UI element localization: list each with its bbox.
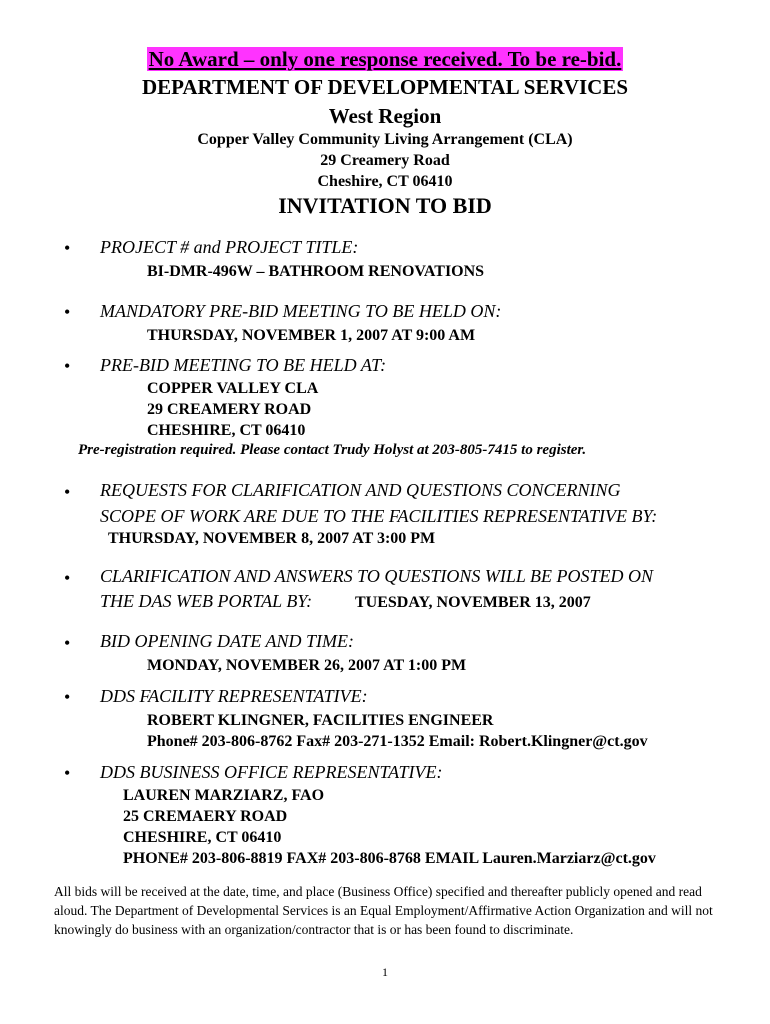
footer-paragraph: All bids will be received at the date, time, and place (Business Office) specified and thereafter publicly opened and read aloud. The Department of Developmental Services is an Equal Employment/Affirmative Action Organization and will not knowingly do business with an organization/contractor that is or has been found to discriminate. [54,884,713,937]
bullet-icon: • [64,238,71,258]
business-rep-contact: PHONE# 203-806-8819 FAX# 203-806-8768 EMAIL Lauren.Marziarz@ct.gov [123,850,656,867]
requests-value: THURSDAY, NOVEMBER 8, 2007 AT 3:00 PM [108,530,436,547]
preregistration-note: Pre-registration required. Please contact Trudy Holyst at 203-805-7415 to register. [78,442,587,458]
answers-value: TUESDAY, NOVEMBER 13, 2007 [355,594,591,611]
location-line1: COPPER VALLEY CLA [147,380,319,397]
bullet-icon: • [64,568,71,588]
facility-name: Copper Valley Community Living Arrangement (CLA) [197,131,573,148]
answers-label-line1: CLARIFICATION AND ANSWERS TO QUESTIONS WILL BE POSTED ON [100,566,654,586]
business-rep-street: 25 CREMAERY ROAD [123,808,288,825]
facility-street: 29 Creamery Road [320,152,450,169]
opening-label: BID OPENING DATE AND TIME: [100,631,354,651]
location-label: PRE-BID MEETING TO BE HELD AT: [100,355,387,375]
location-line2: 29 CREAMERY ROAD [147,401,312,418]
meeting-label: MANDATORY PRE-BID MEETING TO BE HELD ON: [100,301,502,321]
no-award-banner: No Award – only one response received. To be re-bid. [148,47,622,71]
requests-label-line2: SCOPE OF WORK ARE DUE TO THE FACILITIES REPRESENTATIVE BY: [100,506,658,526]
project-label: PROJECT # and PROJECT TITLE: [100,237,359,257]
business-rep-city: CHESHIRE, CT 06410 [123,829,282,846]
project-value: BI-DMR-496W – BATHROOM RENOVATIONS [147,263,485,280]
answers-label-line2: THE DAS WEB PORTAL BY: [100,591,313,611]
meeting-value: THURSDAY, NOVEMBER 1, 2007 AT 9:00 AM [147,327,476,344]
business-rep-label: DDS BUSINESS OFFICE REPRESENTATIVE: [100,762,443,782]
facility-rep-name: ROBERT KLINGNER, FACILITIES ENGINEER [147,712,494,729]
banner-line [0,47,770,72]
document-title: INVITATION TO BID [278,193,492,218]
facility-rep-contact: Phone# 203-806-8762 Fax# 203-271-1352 Email: Robert.Klingner@ct.gov [147,733,648,750]
bullet-icon: • [64,633,71,653]
bullet-icon: • [64,687,71,707]
bullet-icon: • [64,482,71,502]
bullet-icon: • [64,763,71,783]
location-line3: CHESHIRE, CT 06410 [147,422,306,439]
opening-value: MONDAY, NOVEMBER 26, 2007 AT 1:00 PM [147,657,467,674]
bullet-icon: • [64,302,71,322]
bullet-icon: • [64,356,71,376]
facility-city: Cheshire, CT 06410 [317,173,453,190]
business-rep-name: LAUREN MARZIARZ, FAO [123,787,325,804]
requests-label-line1: REQUESTS FOR CLARIFICATION AND QUESTIONS CONCERNING [100,480,621,500]
region-heading: West Region [328,104,442,128]
page-number: 1 [382,965,388,979]
department-heading: DEPARTMENT OF DEVELOPMENTAL SERVICES [141,75,629,99]
facility-rep-label: DDS FACILITY REPRESENTATIVE: [100,686,368,706]
